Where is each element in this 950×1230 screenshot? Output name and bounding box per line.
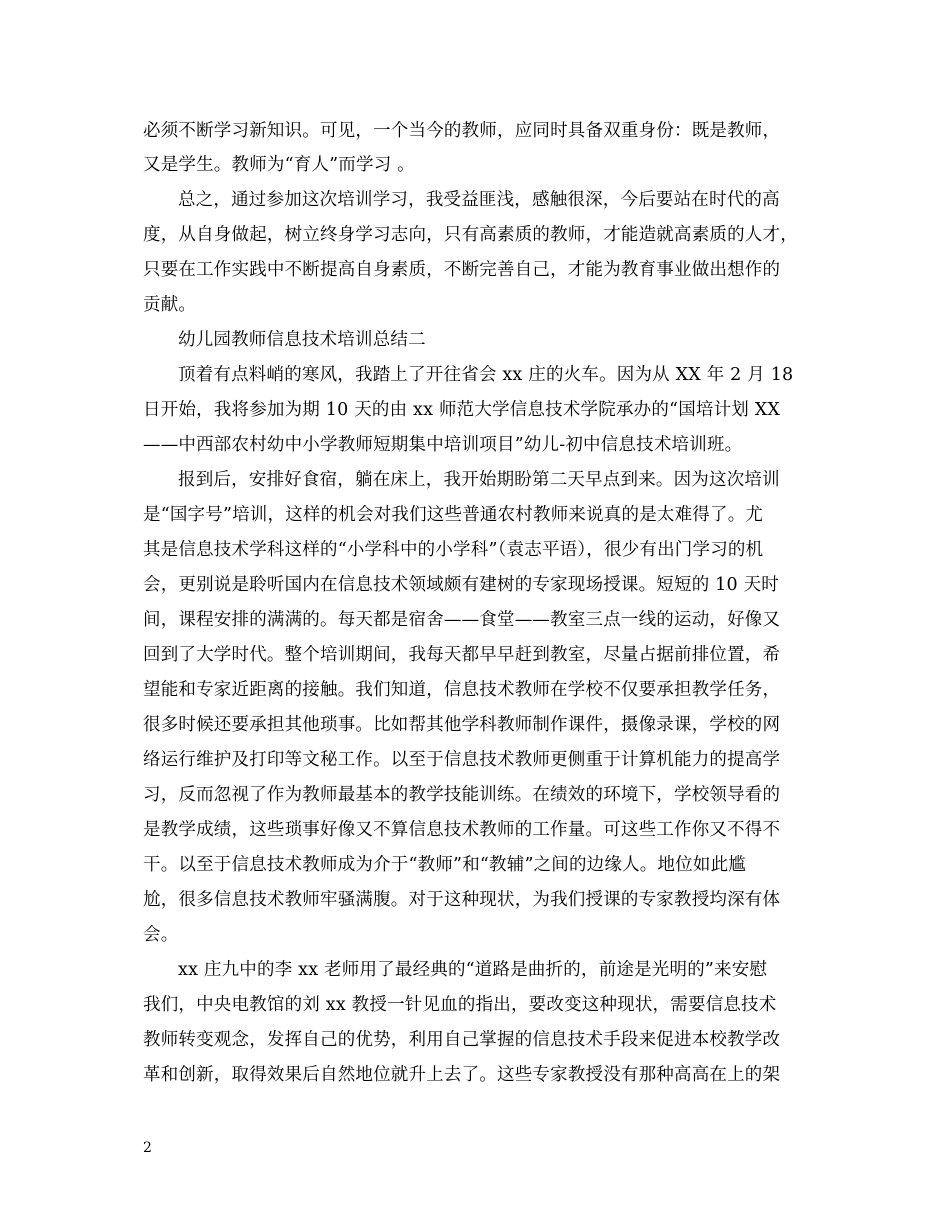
text-line: ——中西部农村幼中小学教师短期集中培训项目”幼儿-初中信息技术培训班。: [143, 435, 743, 455]
text-line: 会，更别说是聆听国内在信息技术领域颇有建树的专家现场授课。短短的 10 天时: [143, 575, 779, 595]
text-line: 干。以至于信息技术教师成为介于“教师”和“教辅”之间的边缘人。地位如此尴: [143, 855, 746, 875]
text-line: 贡献。: [143, 295, 197, 315]
text-line: 是教学成绩，这些琐事好像又不算信息技术教师的工作量。可这些工作你又不得不: [143, 820, 781, 840]
text-line: 必须不断学习新知识。可见，一个当今的教师，应同时具备双重身份：既是教师，: [143, 121, 781, 141]
text-line: xx 庄九中的李 xx 老师用了最经典的“道路是曲折的，前途是光明的”来安慰: [178, 960, 768, 980]
text-line: 教师转变观念，发挥自己的优势，利用自己掌握的信息技术手段来促进本校教学改: [143, 1030, 781, 1050]
text-line: 间，课程安排的满满的。每天都是宿舍——食堂——教室三点一线的运动，好像又: [143, 610, 781, 630]
page-number: 2: [143, 1140, 152, 1156]
text-line: 日开始，我将参加为期 10 天的由 xx 师范大学信息技术学院承办的“国培计划 XX: [143, 400, 781, 420]
text-line: 尬，很多信息技术教师牢骚满腹。对于这种现状，为我们授课的专家教授均深有体: [143, 890, 781, 910]
text-line: 是“国字号”培训，这样的机会对我们这些普通农村教师来说真的是太难得了。尤: [143, 505, 764, 525]
text-line: 革和创新，取得效果后自然地位就升上去了。这些专家教授没有那种高高在上的架: [143, 1065, 781, 1085]
text-line: 顶着有点料峭的寒风，我踏上了开往省会 xx 庄的火车。因为从 XX 年 2 月 18: [178, 365, 794, 385]
text-line: 只要在工作实践中不断提高自身素质，不断完善自己，才能为教育事业做出想作的: [143, 260, 781, 280]
section-heading: 幼儿园教师信息技术培训总结二: [178, 330, 426, 350]
text-line: 其是信息技术学科这样的“小学科中的小学科”（袁志平语），很少有出门学习的机: [143, 540, 764, 560]
text-line: 总之，通过参加这次培训学习，我受益匪浅，感触很深，今后要站在时代的高: [178, 190, 780, 210]
text-line: 络运行维护及打印等文秘工作。以至于信息技术教师更侧重于计算机能力的提高学: [143, 750, 781, 770]
text-line: 我们，中央电教馆的刘 xx 教授一针见血的指出，要改变这种现状，需要信息技术: [143, 995, 777, 1015]
text-line: 习，反而忽视了作为教师最基本的教学技能训练。在绩效的环境下，学校领导看的: [143, 785, 781, 805]
text-line: 回到了大学时代。整个培训期间，我每天都早早赶到教室，尽量占据前排位置，希: [143, 645, 781, 665]
text-line: 很多时候还要承担其他琐事。比如帮其他学科教师制作课件，摄像录课，学校的网: [143, 715, 781, 735]
text-line: 报到后，安排好食宿，躺在床上，我开始期盼第二天早点到来。因为这次培训: [178, 470, 780, 490]
text-line: 度，从自身做起，树立终身学习志向，只有高素质的教师，才能造就高素质的人才，: [143, 225, 798, 245]
text-line: 望能和专家近距离的接触。我们知道，信息技术教师在学校不仅要承担教学任务，: [143, 680, 781, 700]
text-line: 会。: [143, 925, 179, 945]
text-line: 又是学生。教师为“育人”而学习 。: [143, 155, 415, 175]
